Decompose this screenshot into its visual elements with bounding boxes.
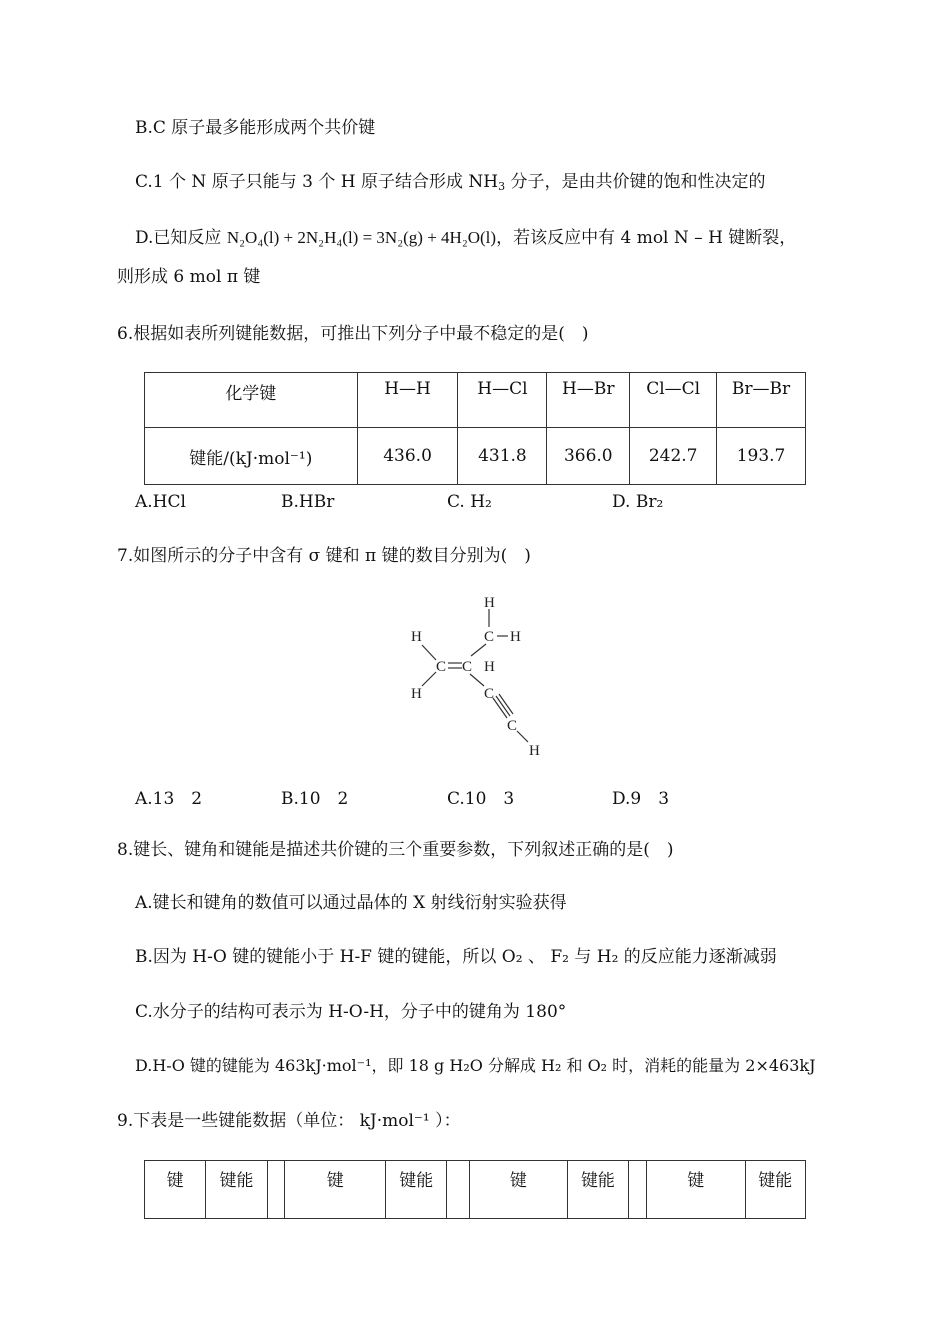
table-spacer-cell [629, 1161, 647, 1219]
atom-label: C [436, 659, 447, 675]
q8-option-a: A.键长和键角的数值可以通过晶体的 X 射线衍射实验获得 [135, 893, 567, 913]
atom-label: H [411, 686, 422, 702]
q7-option-d: D.9 3 [612, 789, 670, 809]
q7-option-c: C.10 3 [447, 789, 515, 809]
table-row [145, 1161, 806, 1219]
atom-label: H [484, 595, 495, 611]
table-cell: 431.8 [458, 428, 547, 485]
q5-option-d-equation: N₂O₄(l) + 2N₂H₄(l) = 3N₂(g) + 4H₂O(l) [226, 228, 497, 247]
q6-option-c: C. H₂ [447, 492, 492, 512]
table-header-cell: H—Cl [458, 373, 547, 428]
table-row [145, 428, 806, 485]
q7-option-b: B.10 2 [281, 789, 349, 809]
atom-label: C [507, 718, 518, 734]
table-cell: 242.7 [630, 428, 717, 485]
atom-label: H [484, 659, 495, 675]
atom-label: H [510, 629, 521, 645]
table-header-cell: 键 [646, 1161, 745, 1219]
table-header-cell: Cl—Cl [630, 373, 717, 428]
table-header-cell: H—H [357, 373, 458, 428]
q5-option-b: B.C 原子最多能形成两个共价键 [135, 118, 376, 138]
table-header-cell: 键能 [745, 1161, 805, 1219]
atom-label: H [529, 743, 540, 759]
q5-option-d [135, 227, 796, 249]
q5-option-c-text-a: C.1 个 N 原子只能与 3 个 H 原子结合形成 NH [135, 172, 499, 192]
table-spacer-cell [447, 1161, 470, 1219]
atom-label: C [462, 659, 473, 675]
q7-option-a: A.13 2 [135, 789, 203, 809]
table-cell: 366.0 [547, 428, 630, 485]
q5-option-c-subscript: 3 [498, 180, 506, 193]
atom-label: C [484, 629, 495, 645]
atom-label: C [484, 686, 495, 702]
q7-stem: 7.如图所示的分子中含有 σ 键和 π 键的数目分别为( ) [117, 546, 531, 566]
q8-option-b: B.因为 H-O 键的键能小于 H-F 键的键能，所以 O₂ 、 F₂ 与 H₂ 的反应能力逐渐减弱 [135, 947, 777, 967]
q6-stem: 6.根据如表所列键能数据，可推出下列分子中最不稳定的是( ) [117, 324, 589, 344]
q9-bond-energy-table [144, 1160, 806, 1219]
table-header-cell: 键 [285, 1161, 386, 1219]
q9-stem: 9.下表是一些键能数据（单位： kJ·mol⁻¹ ）： [117, 1111, 461, 1131]
atom-label: H [411, 629, 422, 645]
q5-option-d-text-b: ，若该反应中有 4 mol N – H 键断裂， [496, 228, 797, 248]
table-header-cell: 键 [145, 1161, 206, 1219]
table-header-cell: 键能 [386, 1161, 447, 1219]
q8-stem: 8.键长、键角和键能是描述共价键的三个重要参数，下列叙述正确的是( ) [117, 840, 674, 860]
q6-option-a: A.HCl [135, 492, 186, 512]
q6-bond-energy-table [144, 372, 806, 485]
q5-option-d-text-a: D.已知反应 [135, 228, 227, 248]
table-header-cell: H—Br [547, 373, 630, 428]
table-header-cell: 键能 [567, 1161, 628, 1219]
table-header-cell: 键能 [206, 1161, 267, 1219]
table-header-cell: Br—Br [717, 373, 806, 428]
q8-option-c: C.水分子的结构可表示为 H-O-H，分子中的键角为 180° [135, 1002, 567, 1022]
table-cell: 436.0 [357, 428, 458, 485]
table-cell: 193.7 [717, 428, 806, 485]
table-spacer-cell [267, 1161, 285, 1219]
q6-option-d: D. Br₂ [612, 492, 664, 512]
molecule-structure-diagram [400, 590, 560, 765]
q5-option-c [135, 171, 765, 193]
table-row-label: 键能/(kJ·mol⁻¹) [145, 428, 358, 485]
table-header-cell: 化学键 [145, 373, 358, 428]
q5-option-c-text-b: 分子，是由共价键的饱和性决定的 [505, 172, 766, 192]
table-header-cell: 键 [470, 1161, 568, 1219]
q5-option-d-cont: 则形成 6 mol π 键 [117, 267, 261, 287]
q6-option-b: B.HBr [281, 492, 335, 512]
table-row [145, 373, 806, 428]
q8-option-d: D.H-O 键的键能为 463kJ·mol⁻¹，即 18 g H₂O 分解成 H₂ 和 O₂ 时，消耗的能量为 2×463kJ [135, 1056, 816, 1075]
